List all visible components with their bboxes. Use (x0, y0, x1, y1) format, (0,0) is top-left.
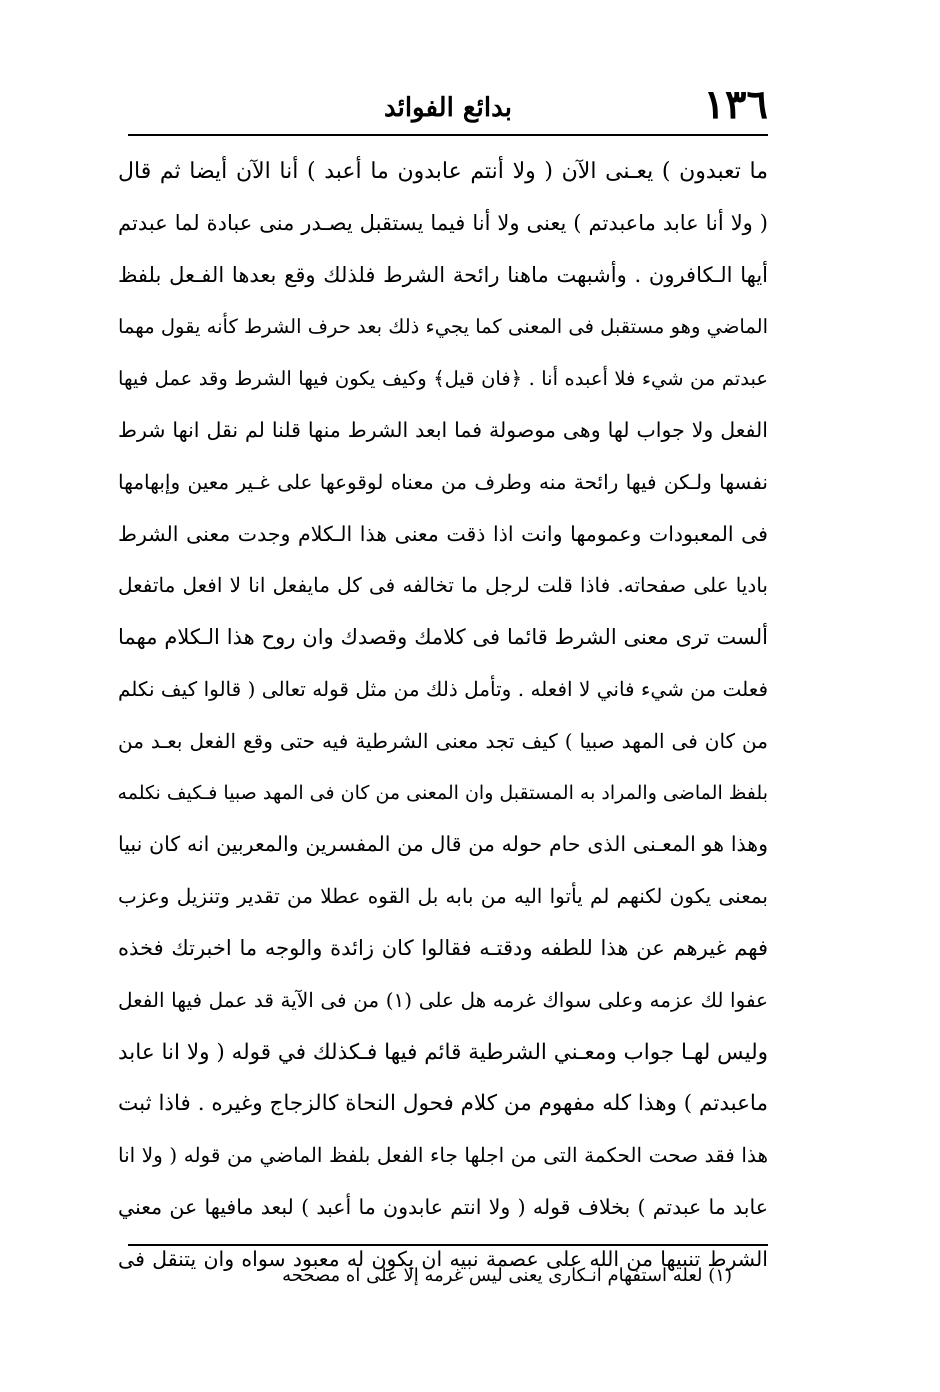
text-line: بلفظ الماضى والمراد به المستقبل وان المعنى من كان فى المهد صبيا فـكيف نكلمه (118, 781, 768, 804)
text-line: أيها الـكافرون . وأشبهت ماهنا رائحة الشرط فلذلك وقع بعدها الفـعل بلفظ (118, 262, 768, 287)
text-line: فهم غيرهم عن هذا للطفه ودقتـه فقالوا كان زائدة والوجه ما اخبرتك فخذه (118, 935, 768, 960)
page-number: ١٣٦ (703, 81, 768, 128)
text-line: الماضي وهو مستقبل فى المعنى كما يجيء ذلك بعد حرف الشرط كأنه يقول مهما (118, 315, 768, 339)
text-line: هذا فقد صحت الحكمة التى من اجلها جاء الفعل بلفظ الماضي من قوله ( ولا انا (118, 1143, 768, 1168)
footnote-divider (128, 1244, 768, 1246)
text-line: فى المعبودات وعمومها وانت اذا ذقت معنى هذا الـكلام وجدت معنى الشرط (118, 521, 768, 546)
text-line: بمعنى يكون لكنهم لم يأتوا اليه من بابه بل القوه عطلا من تقدير وتنزيل وعزب (118, 884, 768, 909)
text-line: عابد ما عبدتم ) بخلاف قوله ( ولا انتم عابدون ما أعبد ) لبعد مافيها عن معني (118, 1194, 768, 1219)
body-text (118, 146, 768, 1286)
text-line: نفسها ولـكن فيها رائحة منه وطرف من معناه لوقوعها على غـير معين وإبهامها (118, 469, 768, 494)
text-line: ماعبدتم ) وهذا كله مفهوم من كلام فحول النحاة كالزجاج وغيره . فاذا ثبت (118, 1091, 768, 1117)
text-line: ألست ترى معنى الشرط قائما فى كلامك وقصدك وان روح هذا الـكلام مهما (118, 625, 768, 650)
text-line: ( ولا أنا عابد ماعبدتم ) يعنى ولا أنا فيما يستقبل يصـدر منى عبادة لما عبدتم (118, 210, 768, 235)
header-divider (128, 134, 768, 136)
book-title: بدائع الفوائد (383, 93, 513, 123)
footnote: (١) لعله استفهام انـكارى يعنى ليس غرمه إلا على اه مصححه (282, 1265, 732, 1286)
text-line: الفعل ولا جواب لها وهى موصولة فما ابعد الشرط منها قلنا لم نقل انها شرط (118, 417, 768, 442)
running-head (128, 80, 768, 136)
text-line: عفوا لك عزمه وعلى سواك غرمه هل على (١) من فى الآية قد عمل فيها الفعل (118, 987, 768, 1012)
text-line: وليس لهـا جواب ومعـني الشرطية قائم فيها فـكذلك في قوله ( ولا انا عابد (118, 1039, 768, 1065)
text-line: وهذا هو المعـنى الذى حام حوله من قال من المفسرين والمعربين انه كان نبيا (118, 832, 768, 857)
text-line: من كان فى المهد صبيا ) كيف تجد معنى الشرطية فيه حتى وقع الفعل بعـد من (118, 728, 768, 753)
text-line: فعلت من شيء فاني لا افعله . وتأمل ذلك من مثل قوله تعالى ( قالوا كيف نكلم (118, 676, 768, 701)
text-line: باديا على صفحاته. فاذا قلت لرجل ما تخالفه فى كل مايفعل انا لا افعل ماتفعل (118, 573, 768, 598)
text-line: عبدتم من شيء فلا أعبده أنا . ﴿فان قيل﴾ وكيف يكون فيها الشرط وقد عمل فيها (118, 367, 768, 391)
text-line: ما تعبدون ) يعـنى الآن ( ولا أنتم عابدون ما أعبد ) أنا الآن أيضا ثم قال (118, 159, 768, 184)
text-line: الشرط تنبيها من الله على عصمة نبيه ان يكون له معبود سواه وان يتنقل فى (118, 1246, 768, 1271)
